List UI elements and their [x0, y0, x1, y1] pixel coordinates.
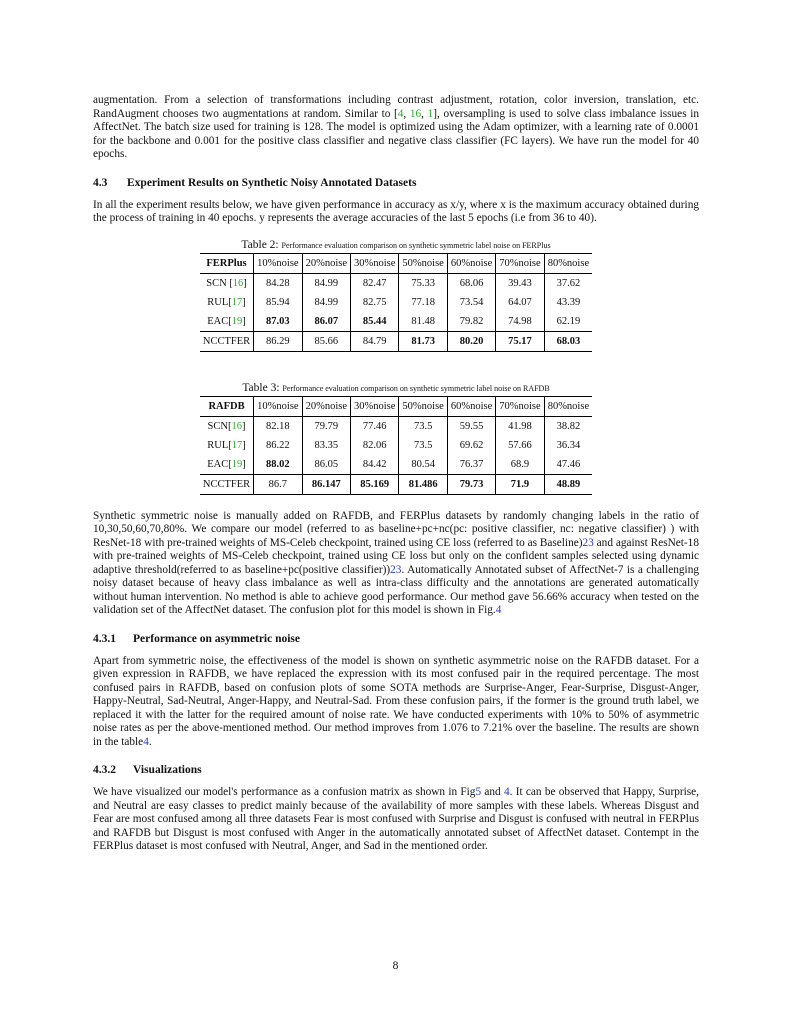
table-3-container — [93, 382, 699, 495]
table-cell: 84.79 — [351, 331, 399, 351]
table-cell: 36.34 — [544, 436, 592, 455]
reference-link[interactable]: 23 — [390, 563, 402, 576]
table-cell: 57.66 — [496, 436, 544, 455]
table-cell: 83.35 — [302, 436, 350, 455]
table-row — [200, 331, 592, 351]
table-cell: 82.06 — [351, 436, 399, 455]
table-cell: 41.98 — [496, 416, 544, 436]
table-row — [200, 474, 592, 494]
method-name-cell: NCCTFER — [200, 331, 254, 351]
table-cell: 88.02 — [254, 455, 302, 475]
table-cell: 37.62 — [544, 273, 592, 293]
table-row — [200, 436, 592, 455]
table-cell: 75.33 — [399, 273, 447, 293]
paragraph-accuracy-definition: In all the experiment results below, we have given performance in accuracy as x/y, where x is the maximum accuracy obtained during the process of training in 40 epochs. y represents the average accuracies of the last 5 epochs (i.e from 36 to 40). — [93, 198, 699, 224]
table-cell: 79.73 — [447, 474, 495, 494]
table-header-cell: 80%noise — [544, 396, 592, 416]
table-cell: 84.99 — [302, 273, 350, 293]
citation-link[interactable]: 17 — [231, 439, 243, 451]
paragraph-asymmetric-noise: Apart from symmetric noise, the effectiveness of the model is shown on synthetic asymmetric noise on the RAFDB dataset. For a given expression in RAFDB, we have replaced the expression with its most confused pair in the required percentage. The most confused pairs in RAFDB, based on confusion plots of some SOTA methods are Surprise-Anger, Fear-Surprise, Disgust-Anger, Happy-Neutral, Sad-Neutral, Anger-Happy, and Neutral-Sad. From these confusion pairs, if the former is the ground truth label, we replaced it with the latter for the required amount of noise rate. We have conducted experiments with 10% to 50% of asymmetric noise rates as per the above-mentioned method. Our method improves from 1.076 to 7.21% over the baseline. The results are shown in the table4. — [93, 654, 699, 748]
citation-link[interactable]: 1 — [427, 107, 434, 120]
table-header-cell: 60%noise — [447, 253, 495, 273]
table-cell: 85.66 — [302, 331, 350, 351]
table-header-cell: 80%noise — [544, 253, 592, 273]
table-cell: 76.37 — [447, 455, 495, 475]
page-number: 8 — [392, 960, 399, 972]
table-cell: 81.48 — [399, 312, 447, 332]
table-cell: 84.99 — [302, 293, 350, 312]
method-name-cell: RUL[17] — [207, 439, 246, 451]
table-row — [200, 455, 592, 475]
table-cell: 73.5 — [399, 416, 447, 436]
table-header-cell: 30%noise — [351, 253, 399, 273]
table-cell: 81.73 — [399, 331, 447, 351]
table-cell: 85.94 — [254, 293, 302, 312]
paragraph-visualizations: We have visualized our model's performance as a confusion matrix as shown in Fig5 and 4. It can be observed that Happy, Surprise, and Neutral are easy classes to predict mainly because of the availability of more samples with these labels. Whereas Disgust and Fear are most confused among all three datasets Fear is most confused with Surprise and Disgust is confused with neutral in FERPlus and RAFDB but Disgust is most confused with Anger in the automatically annotated subset of AffectNet dataset. Contempt in the FERPlus dataset is most confused with Neutral, Anger, and Sad in the mentioned order. — [93, 786, 699, 852]
paragraph-training-setup: augmentation. From a selection of transformations including contrast adjustment, rotation, color inversion, translation, etc. RandAugment chooses two augmentations at random. Similar to [4, 16, 1], oversampling is used to solve class imbalance issues in AffectNet. The batch size used for training is 128. The model is optimized using the Adam optimizer, with a learning rate of 0.0001 for the backbone and 0.001 for the positive class classifier and negative class classifier (FC layers). We have run the model for 40 epochs. — [93, 94, 699, 160]
paragraph-symmetric-noise: Synthetic symmetric noise is manually added on RAFDB, and FERPlus datasets by randomly changing labels in the ratio of 10,30,50,60,70,80%. We compare our model (referred to as baseline+pc+nc(pc: positive classifier, nc: negative classifier) ) with ResNet-18 with pre-trained weights of MS-Celeb checkpoint, trained using CE loss (referred to as Baseline)23 and against ResNet-18 with pre-trained weights of MS-Celeb checkpoint, trained using CE loss but only on the confident samples selected using dynamic adaptive threshold(referred to as baseline+pc(positive classifier))23. Automatically Annotated subset of AffectNet-7 is a challenging noisy dataset because of heavy class imbalance as well as intra-class difficulty and the annotations are generated automatically without human intervention. No method is able to achieve good performance. Our method gave 56.66% accuracy when tested on the validation set of the AffectNet dataset. The confusion plot for this model is shown in Fig.4 — [93, 509, 699, 616]
table-cell: 62.19 — [544, 312, 592, 332]
citation-link[interactable]: 17 — [231, 296, 243, 308]
table-cell: 59.55 — [447, 416, 495, 436]
table-cell: 68.06 — [447, 273, 495, 293]
reference-link[interactable]: 23 — [582, 536, 594, 549]
table-row — [200, 273, 592, 293]
table-cell: 64.07 — [496, 293, 544, 312]
table-row — [200, 416, 592, 436]
figure-link[interactable]: 5 — [475, 786, 482, 798]
table-3 — [200, 396, 592, 495]
table-header-cell: 20%noise — [302, 253, 350, 273]
citation-link[interactable]: 16 — [409, 107, 422, 120]
table-cell: 77.18 — [399, 293, 447, 312]
citation-link[interactable]: 16 — [231, 420, 242, 432]
method-name-cell: EAC[19] — [207, 458, 246, 470]
figure-link[interactable]: 4 — [503, 786, 510, 798]
section-heading-4-3-2: 4.3.2 Visualizations — [93, 764, 202, 776]
table-cell: 84.28 — [254, 273, 302, 293]
method-name-cell: RUL[17] — [207, 296, 246, 308]
citation-link[interactable]: 19 — [231, 458, 243, 470]
method-name-cell: EAC[19] — [207, 315, 246, 327]
table-cell: 86.07 — [302, 312, 350, 332]
table-cell: 85.44 — [351, 312, 399, 332]
table-cell: 81.486 — [399, 474, 447, 494]
table-cell: 80.54 — [399, 455, 447, 475]
section-heading-4-3: 4.3 Experiment Results on Synthetic Noisy Annotated Datasets — [93, 176, 417, 189]
table-header-cell: 60%noise — [447, 396, 495, 416]
table-cell: 71.9 — [496, 474, 544, 494]
table-cell: 73.5 — [399, 436, 447, 455]
table-cell: 68.03 — [544, 331, 592, 351]
citation-link[interactable]: 19 — [231, 315, 243, 327]
table-2-container — [93, 239, 699, 352]
table-link[interactable]: 4 — [143, 735, 149, 748]
table-cell: 84.42 — [351, 455, 399, 475]
table-cell: 69.62 — [447, 436, 495, 455]
table-header-dataset: FERPlus — [200, 253, 254, 273]
table-row — [200, 293, 592, 312]
section-heading-4-3-1: 4.3.1 Performance on asymmetric noise — [93, 632, 301, 645]
table-cell: 85.169 — [351, 474, 399, 494]
table-header-cell: 50%noise — [399, 253, 447, 273]
table-cell: 86.05 — [302, 455, 350, 475]
method-name-cell: NCCTFER — [200, 474, 254, 494]
table-row — [200, 312, 592, 332]
table-cell: 39.43 — [496, 273, 544, 293]
table-cell: 82.75 — [351, 293, 399, 312]
table-3-caption: Table 3: Performance evaluation comparison on synthetic symmetric label noise on RAFDB — [242, 381, 550, 394]
table-cell: 86.29 — [254, 331, 302, 351]
table-cell: 38.82 — [544, 416, 592, 436]
table-cell: 48.89 — [544, 474, 592, 494]
table-cell: 86.147 — [302, 474, 350, 494]
table-cell: 74.98 — [496, 312, 544, 332]
table-header-cell: 50%noise — [399, 396, 447, 416]
table-cell: 47.46 — [544, 455, 592, 475]
table-2-caption: Table 2: Performance evaluation comparison on synthetic symmetric label noise on FERPlus — [241, 238, 551, 251]
method-name-cell: SCN [16] — [206, 277, 247, 289]
table-cell: 73.54 — [447, 293, 495, 312]
table-cell: 43.39 — [544, 293, 592, 312]
table-cell: 79.79 — [302, 416, 350, 436]
figure-link[interactable]: 4 — [495, 604, 502, 616]
table-cell: 82.18 — [254, 416, 302, 436]
table-header-cell: 30%noise — [351, 396, 399, 416]
table-header-cell: 20%noise — [302, 396, 350, 416]
table-header-dataset: RAFDB — [200, 396, 254, 416]
table-cell: 86.7 — [254, 474, 302, 494]
table-cell: 87.03 — [254, 312, 302, 332]
paper-page — [93, 94, 699, 854]
table-header-cell: 70%noise — [496, 253, 544, 273]
table-cell: 86.22 — [254, 436, 302, 455]
table-header-cell: 10%noise — [254, 396, 302, 416]
table-header-cell: 70%noise — [496, 396, 544, 416]
table-cell: 79.82 — [447, 312, 495, 332]
table-2 — [200, 253, 592, 352]
table-cell: 75.17 — [496, 331, 544, 351]
method-name-cell: SCN[16] — [207, 420, 246, 432]
table-header-cell: 10%noise — [254, 253, 302, 273]
citation-link[interactable]: 16 — [232, 277, 244, 289]
table-cell: 68.9 — [496, 455, 544, 475]
table-cell: 80.20 — [447, 331, 495, 351]
citation-link[interactable]: 4 — [397, 107, 404, 120]
table-cell: 77.46 — [351, 416, 399, 436]
table-cell: 82.47 — [351, 273, 399, 293]
